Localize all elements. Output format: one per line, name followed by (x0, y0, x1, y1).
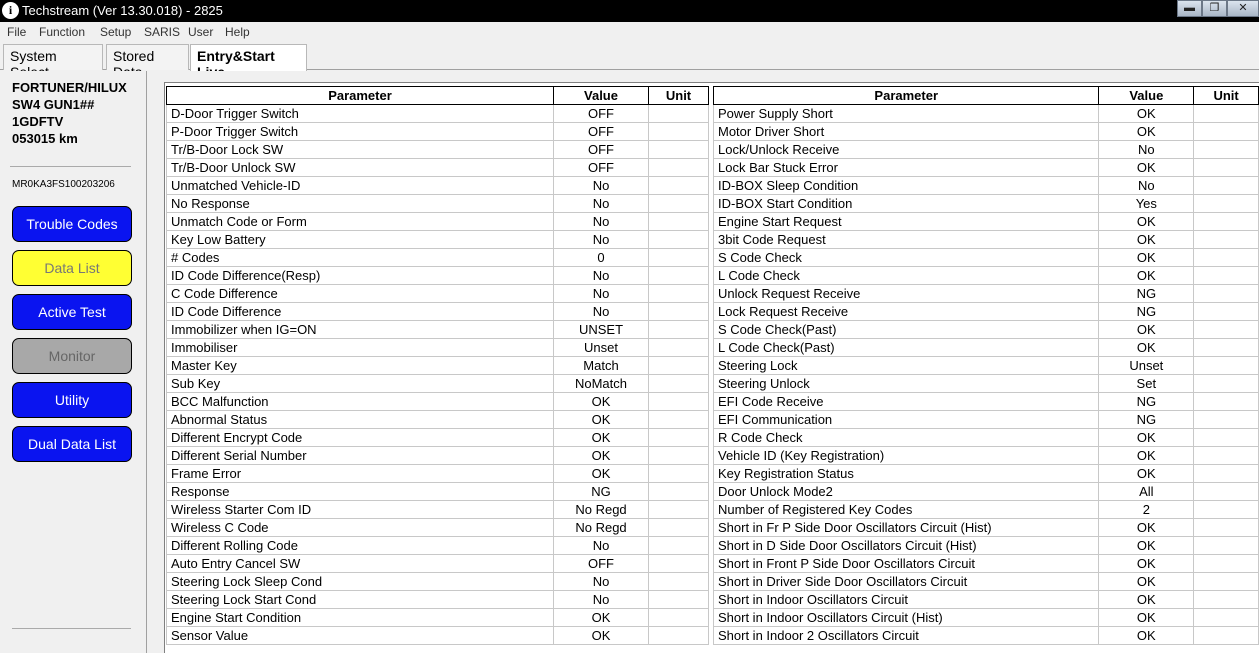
value-cell: OFF (554, 123, 649, 141)
value-cell: 2 (1099, 501, 1194, 519)
unit-cell (649, 519, 709, 537)
param-cell: ID-BOX Sleep Condition (714, 177, 1099, 195)
unit-cell (1194, 519, 1259, 537)
param-cell: Response (167, 483, 554, 501)
param-cell: Key Registration Status (714, 465, 1099, 483)
unit-cell (649, 555, 709, 573)
param-cell: Wireless Starter Com ID (167, 501, 554, 519)
param-cell: Key Low Battery (167, 231, 554, 249)
unit-cell (649, 483, 709, 501)
unit-cell (649, 231, 709, 249)
maximize-button[interactable]: ❐ (1202, 0, 1227, 17)
param-cell: Short in D Side Door Oscillators Circuit (Hist) (714, 537, 1099, 555)
param-cell: ID-BOX Start Condition (714, 195, 1099, 213)
tab-system-select[interactable]: System (3, 44, 103, 70)
table-row[interactable] (167, 303, 709, 321)
unit-cell (1194, 411, 1259, 429)
value-cell: No (554, 303, 649, 321)
param-cell: Auto Entry Cancel SW (167, 555, 554, 573)
table-row[interactable] (714, 357, 1259, 375)
app-icon: i (2, 2, 19, 19)
vehicle-odometer: 053015 km (12, 131, 78, 146)
unit-cell (649, 609, 709, 627)
value-cell: No (1099, 177, 1194, 195)
unit-cell (649, 465, 709, 483)
unit-cell (1194, 573, 1259, 591)
table-row[interactable] (714, 573, 1259, 591)
table-row[interactable] (714, 249, 1259, 267)
param-cell: S Code Check (714, 249, 1099, 267)
table-row[interactable] (714, 429, 1259, 447)
value-cell: OK (1099, 213, 1194, 231)
param-cell: Power Supply Short (714, 105, 1099, 123)
vehicle-model-code: SW4 GUN1## (12, 97, 95, 112)
value-cell: OFF (554, 159, 649, 177)
table-row[interactable] (167, 285, 709, 303)
param-cell: Master Key (167, 357, 554, 375)
param-cell: Different Rolling Code (167, 537, 554, 555)
param-cell: Unmatched Vehicle-ID (167, 177, 554, 195)
unit-cell (1194, 177, 1259, 195)
unit-cell (649, 321, 709, 339)
param-cell: R Code Check (714, 429, 1099, 447)
table-row[interactable] (167, 537, 709, 555)
unit-cell (649, 123, 709, 141)
unit-cell (1194, 231, 1259, 249)
left-panel (0, 71, 147, 653)
menu-saris[interactable]: SARIS (144, 25, 181, 39)
param-cell: Lock Bar Stuck Error (714, 159, 1099, 177)
table-row[interactable] (714, 321, 1259, 339)
unit-cell (1194, 285, 1259, 303)
value-cell: NG (1099, 411, 1194, 429)
column-header-value[interactable]: Value (1099, 87, 1194, 105)
table-row[interactable] (714, 519, 1259, 537)
unit-cell (1194, 105, 1259, 123)
value-cell: NG (1099, 393, 1194, 411)
table-row[interactable] (714, 177, 1259, 195)
table-row[interactable] (167, 267, 709, 285)
unit-cell (1194, 321, 1259, 339)
value-cell: OK (554, 447, 649, 465)
unit-cell (1194, 267, 1259, 285)
table-row[interactable] (714, 591, 1259, 609)
param-cell: ID Code Difference(Resp) (167, 267, 554, 285)
column-header-unit[interactable]: Unit (649, 87, 709, 105)
table-row[interactable] (167, 393, 709, 411)
value-cell: OFF (554, 555, 649, 573)
param-cell: Sub Key (167, 375, 554, 393)
value-cell: NG (554, 483, 649, 501)
table-row[interactable] (167, 123, 709, 141)
param-cell: Abnormal Status (167, 411, 554, 429)
table-row[interactable] (167, 339, 709, 357)
table-row[interactable] (167, 375, 709, 393)
table-row[interactable] (714, 267, 1259, 285)
value-cell: OK (1099, 249, 1194, 267)
param-cell: Wireless C Code (167, 519, 554, 537)
unit-cell (1194, 501, 1259, 519)
table-row[interactable] (167, 411, 709, 429)
value-cell: No (554, 591, 649, 609)
table-row[interactable] (714, 195, 1259, 213)
table-row[interactable] (167, 249, 709, 267)
unit-cell (1194, 339, 1259, 357)
monitor-button[interactable]: Monitor (12, 338, 132, 374)
table-row[interactable] (167, 429, 709, 447)
param-cell: Short in Indoor Oscillators Circuit (Hist) (714, 609, 1099, 627)
value-cell: No (1099, 141, 1194, 159)
table-row[interactable] (714, 627, 1259, 645)
value-cell: Yes (1099, 195, 1194, 213)
value-cell: NoMatch (554, 375, 649, 393)
param-cell: Engine Start Condition (167, 609, 554, 627)
menu-file[interactable]: File (7, 25, 27, 39)
divider (10, 166, 131, 167)
value-cell: OK (1099, 609, 1194, 627)
param-cell: Immobilizer when IG=ON (167, 321, 554, 339)
unit-cell (649, 213, 709, 231)
param-cell: EFI Code Receive (714, 393, 1099, 411)
unit-cell (1194, 213, 1259, 231)
param-cell: ID Code Difference (167, 303, 554, 321)
table-row[interactable] (167, 177, 709, 195)
table-row[interactable] (714, 609, 1259, 627)
param-cell: Short in Driver Side Door Oscillators Circuit (714, 573, 1099, 591)
table-row[interactable] (167, 591, 709, 609)
divider (12, 628, 131, 629)
value-cell: OK (1099, 267, 1194, 285)
value-cell: No (554, 537, 649, 555)
tab-stored-data[interactable]: Stored (106, 44, 189, 70)
param-cell: Tr/B-Door Unlock SW (167, 159, 554, 177)
unit-cell (1194, 249, 1259, 267)
unit-cell (1194, 429, 1259, 447)
table-row[interactable] (714, 375, 1259, 393)
param-cell: Different Serial Number (167, 447, 554, 465)
table-row[interactable] (167, 447, 709, 465)
value-cell: OK (554, 627, 649, 645)
table-row[interactable] (167, 555, 709, 573)
value-cell: OK (1099, 465, 1194, 483)
value-cell: No (554, 285, 649, 303)
menu-user[interactable]: User (188, 25, 214, 39)
unit-cell (649, 357, 709, 375)
unit-cell (1194, 447, 1259, 465)
value-cell: OFF (554, 105, 649, 123)
table-row[interactable] (167, 195, 709, 213)
table-row[interactable] (167, 105, 709, 123)
utility-button[interactable]: Utility (12, 382, 132, 418)
unit-cell (1194, 159, 1259, 177)
unit-cell (649, 267, 709, 285)
unit-cell (649, 339, 709, 357)
menu-function[interactable]: Function (39, 25, 86, 39)
value-cell: OK (1099, 123, 1194, 141)
value-cell: Match (554, 357, 649, 375)
trouble-codes-button[interactable]: Trouble Codes (12, 206, 132, 242)
table-row[interactable] (167, 519, 709, 537)
value-cell: OK (1099, 105, 1194, 123)
unit-cell (649, 285, 709, 303)
unit-cell (649, 393, 709, 411)
param-cell: Immobiliser (167, 339, 554, 357)
table-row[interactable] (167, 159, 709, 177)
param-cell: Tr/B-Door Lock SW (167, 141, 554, 159)
param-cell: EFI Communication (714, 411, 1099, 429)
tab-bar (0, 42, 1259, 70)
param-cell: Vehicle ID (Key Registration) (714, 447, 1099, 465)
value-cell: OK (1099, 591, 1194, 609)
value-cell: No Regd (554, 519, 649, 537)
table-row[interactable] (714, 483, 1259, 501)
table-row[interactable] (714, 555, 1259, 573)
value-cell: No Regd (554, 501, 649, 519)
table-row[interactable] (714, 501, 1259, 519)
column-header-parameter[interactable]: Parameter (167, 87, 554, 105)
unit-cell (649, 429, 709, 447)
data-list-button[interactable]: Data List (12, 250, 132, 286)
tab-entry-start-live[interactable]: Entry&Start (190, 44, 307, 71)
table-row[interactable] (714, 123, 1259, 141)
table-row[interactable] (714, 303, 1259, 321)
menu-setup[interactable]: Setup (100, 25, 132, 39)
unit-cell (1194, 303, 1259, 321)
table-row[interactable] (714, 159, 1259, 177)
unit-cell (649, 501, 709, 519)
unit-cell (1194, 195, 1259, 213)
param-cell: Steering Unlock (714, 375, 1099, 393)
value-cell: OFF (554, 141, 649, 159)
value-cell: OK (1099, 627, 1194, 645)
unit-cell (649, 591, 709, 609)
value-cell: OK (554, 411, 649, 429)
table-row[interactable] (167, 231, 709, 249)
param-cell: Steering Lock Start Cond (167, 591, 554, 609)
param-cell: P-Door Trigger Switch (167, 123, 554, 141)
value-cell: Set (1099, 375, 1194, 393)
value-cell: No (554, 267, 649, 285)
param-cell: Number of Registered Key Codes (714, 501, 1099, 519)
table-row[interactable] (167, 357, 709, 375)
value-cell: NG (1099, 303, 1194, 321)
vehicle-model: FORTUNER/HILUX (12, 80, 127, 95)
value-cell: Unset (554, 339, 649, 357)
unit-cell (1194, 393, 1259, 411)
unit-cell (649, 195, 709, 213)
unit-cell (649, 105, 709, 123)
value-cell: OK (1099, 447, 1194, 465)
value-cell: All (1099, 483, 1194, 501)
value-cell: OK (1099, 555, 1194, 573)
param-cell: Different Encrypt Code (167, 429, 554, 447)
vehicle-engine: 1GDFTV (12, 114, 64, 129)
value-cell: NG (1099, 285, 1194, 303)
value-cell: OK (1099, 321, 1194, 339)
column-header-unit[interactable]: Unit (1194, 87, 1259, 105)
param-cell: D-Door Trigger Switch (167, 105, 554, 123)
table-row[interactable] (714, 105, 1259, 123)
value-cell: UNSET (554, 321, 649, 339)
param-cell: Short in Indoor 2 Oscillators Circuit (714, 627, 1099, 645)
param-cell: BCC Malfunction (167, 393, 554, 411)
value-cell: 0 (554, 249, 649, 267)
unit-cell (1194, 375, 1259, 393)
param-cell: Motor Driver Short (714, 123, 1099, 141)
menu-help[interactable]: Help (225, 25, 250, 39)
unit-cell (649, 627, 709, 645)
vin-label: MR0KA3FS100203206 (12, 179, 115, 190)
unit-cell (1194, 357, 1259, 375)
title-bar (0, 0, 1259, 22)
unit-cell (1194, 123, 1259, 141)
table-row[interactable] (714, 537, 1259, 555)
table-row[interactable] (167, 627, 709, 645)
param-cell: Short in Front P Side Door Oscillators Circuit (714, 555, 1099, 573)
unit-cell (1194, 609, 1259, 627)
table-row[interactable] (714, 285, 1259, 303)
param-cell: C Code Difference (167, 285, 554, 303)
param-cell: L Code Check (714, 267, 1099, 285)
table-row[interactable] (714, 339, 1259, 357)
active-test-button[interactable]: Active Test (12, 294, 132, 330)
value-cell: OK (1099, 537, 1194, 555)
unit-cell (649, 411, 709, 429)
column-header-value[interactable]: Value (554, 87, 649, 105)
table-row[interactable] (714, 231, 1259, 249)
table-row[interactable] (167, 501, 709, 519)
param-cell: Door Unlock Mode2 (714, 483, 1099, 501)
unit-cell (1194, 141, 1259, 159)
unit-cell (1194, 483, 1259, 501)
param-cell: 3bit Code Request (714, 231, 1099, 249)
value-cell: OK (554, 465, 649, 483)
unit-cell (649, 375, 709, 393)
dual-data-list-button[interactable]: Dual Data List (12, 426, 132, 462)
param-cell: # Codes (167, 249, 554, 267)
value-cell: Unset (1099, 357, 1194, 375)
vehicle-info (12, 79, 127, 147)
param-cell: Steering Lock Sleep Cond (167, 573, 554, 591)
table-row[interactable] (714, 447, 1259, 465)
unit-cell (649, 177, 709, 195)
window-title: Techstream (Ver 13.30.018) - 2825 (22, 3, 223, 18)
value-cell: No (554, 213, 649, 231)
table-row[interactable] (714, 411, 1259, 429)
param-cell: No Response (167, 195, 554, 213)
unit-cell (1194, 537, 1259, 555)
param-cell: Engine Start Request (714, 213, 1099, 231)
value-cell: No (554, 177, 649, 195)
unit-cell (649, 573, 709, 591)
menu-bar (0, 22, 1259, 42)
right-data-table (713, 86, 1259, 645)
param-cell: Short in Fr P Side Door Oscillators Circuit (Hist) (714, 519, 1099, 537)
table-row[interactable] (167, 141, 709, 159)
unit-cell (1194, 465, 1259, 483)
left-data-table (166, 86, 709, 645)
unit-cell (1194, 591, 1259, 609)
unit-cell (649, 303, 709, 321)
unit-cell (649, 249, 709, 267)
param-cell: Unmatch Code or Form (167, 213, 554, 231)
unit-cell (1194, 627, 1259, 645)
table-row[interactable] (714, 393, 1259, 411)
column-header-parameter[interactable]: Parameter (714, 87, 1099, 105)
value-cell: OK (1099, 339, 1194, 357)
value-cell: OK (1099, 519, 1194, 537)
table-row[interactable] (714, 141, 1259, 159)
table-row[interactable] (714, 213, 1259, 231)
value-cell: OK (554, 429, 649, 447)
value-cell: OK (1099, 231, 1194, 249)
table-row[interactable] (714, 465, 1259, 483)
unit-cell (649, 141, 709, 159)
param-cell: S Code Check(Past) (714, 321, 1099, 339)
table-row[interactable] (167, 609, 709, 627)
table-row[interactable] (167, 465, 709, 483)
table-row[interactable] (167, 213, 709, 231)
unit-cell (649, 447, 709, 465)
param-cell: Lock/Unlock Receive (714, 141, 1099, 159)
value-cell: OK (1099, 429, 1194, 447)
minimize-button[interactable]: ▬ (1177, 0, 1202, 17)
param-cell: Lock Request Receive (714, 303, 1099, 321)
param-cell: Sensor Value (167, 627, 554, 645)
table-row[interactable] (167, 321, 709, 339)
table-row[interactable] (167, 483, 709, 501)
unit-cell (649, 159, 709, 177)
value-cell: No (554, 195, 649, 213)
close-button[interactable]: ✕ (1227, 0, 1259, 17)
param-cell: Frame Error (167, 465, 554, 483)
value-cell: OK (554, 393, 649, 411)
unit-cell (1194, 555, 1259, 573)
param-cell: L Code Check(Past) (714, 339, 1099, 357)
param-cell: Steering Lock (714, 357, 1099, 375)
unit-cell (649, 537, 709, 555)
value-cell: No (554, 573, 649, 591)
table-row[interactable] (167, 573, 709, 591)
value-cell: No (554, 231, 649, 249)
value-cell: OK (554, 609, 649, 627)
param-cell: Unlock Request Receive (714, 285, 1099, 303)
value-cell: OK (1099, 159, 1194, 177)
value-cell: OK (1099, 573, 1194, 591)
param-cell: Short in Indoor Oscillators Circuit (714, 591, 1099, 609)
